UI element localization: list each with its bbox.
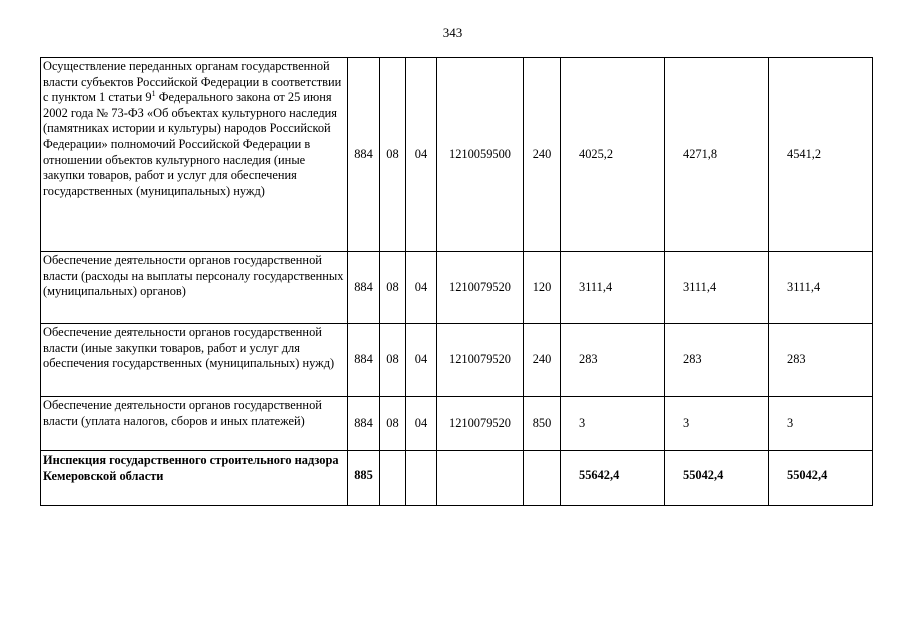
- subsection-code: 04: [406, 252, 437, 324]
- subsection-code: 04: [406, 324, 437, 397]
- ministry-code: 884: [348, 58, 380, 252]
- sum-year-3: 55042,4: [769, 451, 873, 506]
- sum-year-3: 4541,2: [769, 58, 873, 252]
- row-name: Обеспечение деятельности органов государственной власти (расходы на выплаты персоналу государственных (муниципальных) органов): [41, 252, 348, 324]
- target-article: 1210079520: [437, 252, 524, 324]
- ministry-code: 884: [348, 397, 380, 451]
- sum-year-2: 3111,4: [665, 252, 769, 324]
- section-code: 08: [380, 324, 406, 397]
- target-article: 1210059500: [437, 58, 524, 252]
- expense-type: 120: [524, 252, 561, 324]
- sum-year-2: 3: [665, 397, 769, 451]
- row-name: Обеспечение деятельности органов государственной власти (иные закупки товаров, работ и услуг для обеспечения государственных (муниципальных) нужд): [41, 324, 348, 397]
- budget-table: [40, 57, 873, 506]
- row-name: Инспекция государственного строительного надзора Кемеровской области: [41, 451, 348, 506]
- expense-type: [524, 451, 561, 506]
- sum-year-1: 4025,2: [561, 58, 665, 252]
- sum-year-2: 55042,4: [665, 451, 769, 506]
- subsection-code: [406, 451, 437, 506]
- target-article: 1210079520: [437, 397, 524, 451]
- sum-year-1: 3111,4: [561, 252, 665, 324]
- table-row: [41, 58, 873, 252]
- expense-type: 240: [524, 324, 561, 397]
- row-name: Осуществление переданных органам государственной власти субъектов Российской Федерации в соответствии с пунктом 1 статьи $9^1$ Федерального закона от 25 июня 2002 года № 73-ФЗ «Об объектах культурного наследия (памятниках истории и культуры) народов Российской Федерации» полномочий Российской Федерации в отношении объектов культурного наследия (иные закупки товаров, работ и услуг для обеспечения государственных (муниципальных) нужд): [41, 58, 348, 252]
- section-code: 08: [380, 252, 406, 324]
- table-row-total: [41, 451, 873, 506]
- subsection-code: 04: [406, 397, 437, 451]
- sum-year-2: 4271,8: [665, 58, 769, 252]
- sum-year-2: 283: [665, 324, 769, 397]
- sum-year-1: 283: [561, 324, 665, 397]
- sum-year-1: 3: [561, 397, 665, 451]
- section-code: [380, 451, 406, 506]
- expense-type: 240: [524, 58, 561, 252]
- table-row: [41, 252, 873, 324]
- subsection-code: 04: [406, 58, 437, 252]
- target-article: 1210079520: [437, 324, 524, 397]
- ministry-code: 885: [348, 451, 380, 506]
- expense-type: 850: [524, 397, 561, 451]
- sum-year-3: 283: [769, 324, 873, 397]
- sum-year-3: 3111,4: [769, 252, 873, 324]
- row-name: Обеспечение деятельности органов государственной власти (уплата налогов, сборов и иных платежей): [41, 397, 348, 451]
- sum-year-3: 3: [769, 397, 873, 451]
- sum-year-1: 55642,4: [561, 451, 665, 506]
- section-code: 08: [380, 58, 406, 252]
- table-row: [41, 397, 873, 451]
- page-number: 343: [442, 25, 463, 40]
- section-code: 08: [380, 397, 406, 451]
- ministry-code: 884: [348, 324, 380, 397]
- table-row: [41, 324, 873, 397]
- ministry-code: 884: [348, 252, 380, 324]
- target-article: [437, 451, 524, 506]
